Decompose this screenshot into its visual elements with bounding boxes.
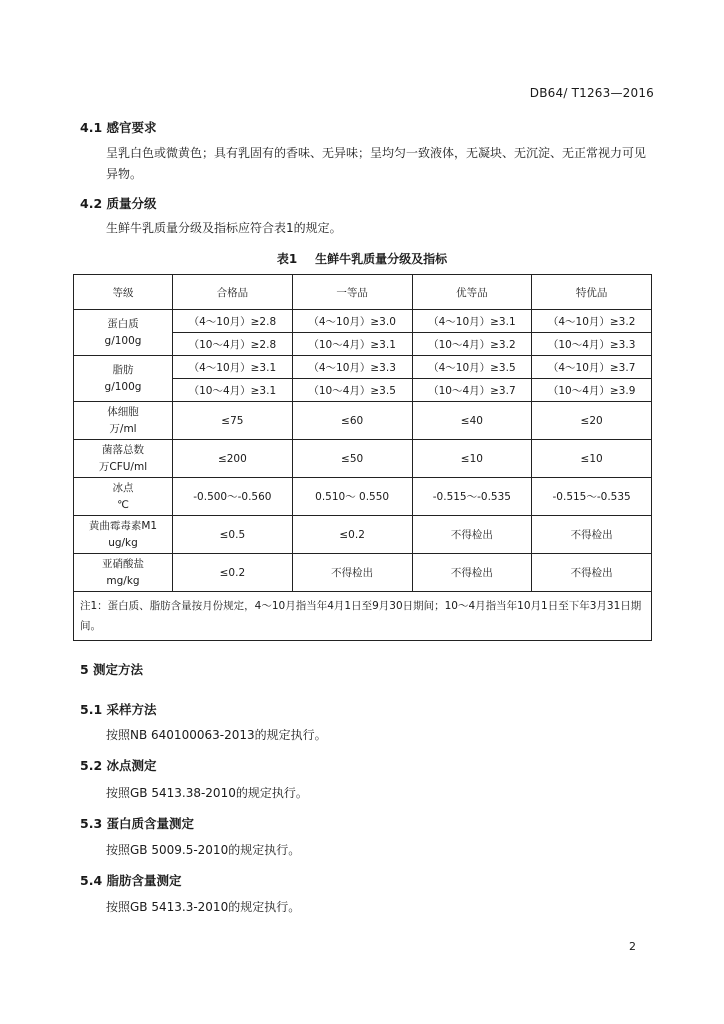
aflatoxin-label-cell xyxy=(74,516,173,554)
section-5-3-text: 按照GB 5009.5-2010的规定执行。 xyxy=(106,843,301,857)
table-caption xyxy=(0,250,724,267)
bacteria-unit: 万CFU/ml xyxy=(98,460,148,473)
header-superior: 优等品 xyxy=(412,275,532,310)
section-5-4-text: 按照GB 5413.3-2010的规定执行。 xyxy=(106,900,301,914)
table-row xyxy=(74,356,652,379)
table-cell: 不得检出 xyxy=(412,516,532,554)
section-4-1-heading: 4.1 感官要求 xyxy=(80,120,157,135)
table-cell: ≤60 xyxy=(292,402,412,440)
table-cell: （10～4月）≥3.5 xyxy=(292,379,412,402)
table-cell: ≤0.5 xyxy=(173,516,293,554)
table-cell: -0.515～-0.535 xyxy=(412,478,532,516)
freezing-label-cell xyxy=(74,478,173,516)
table-cell: ≤20 xyxy=(532,402,652,440)
section-5-4-heading: 5.4 脂肪含量测定 xyxy=(80,873,182,888)
table-row xyxy=(74,516,652,554)
table-cell: ≤0.2 xyxy=(292,516,412,554)
somatic-label: 体细胞 xyxy=(107,405,139,418)
table-cell: ≤75 xyxy=(173,402,293,440)
section-5-1-heading: 5.1 采样方法 xyxy=(80,702,157,717)
table-cell: （10～4月）≥3.2 xyxy=(412,333,532,356)
fat-unit: g/100g xyxy=(104,380,142,393)
page-number: 2 xyxy=(629,940,636,953)
nitrite-label: 亚硝酸盐 xyxy=(102,557,144,570)
aflatoxin-unit: ug/kg xyxy=(108,536,138,549)
header-qualified: 合格品 xyxy=(173,275,293,310)
table-cell: ≤0.2 xyxy=(173,554,293,592)
table-cell: ≤50 xyxy=(292,440,412,478)
protein-unit: g/100g xyxy=(104,334,142,347)
section-4-2-text: 生鲜牛乳质量分级及指标应符合表1的规定。 xyxy=(106,221,342,235)
table-row xyxy=(74,310,652,333)
table-row xyxy=(74,554,652,592)
table-cell: 不得检出 xyxy=(532,554,652,592)
table-header-row xyxy=(74,275,652,310)
header-grade: 等级 xyxy=(74,275,173,310)
table-cell: ≤10 xyxy=(532,440,652,478)
table-cell: （4～10月）≥3.3 xyxy=(292,356,412,379)
table-cell: （4～10月）≥3.5 xyxy=(412,356,532,379)
section-5-3-heading: 5.3 蛋白质含量测定 xyxy=(80,816,194,831)
fat-label: 脂肪 xyxy=(112,363,134,376)
section-5-2-heading: 5.2 冰点测定 xyxy=(80,758,157,773)
table-cell: 不得检出 xyxy=(412,554,532,592)
aflatoxin-label: 黄曲霉毒素M1 xyxy=(88,519,158,532)
freezing-label: 冰点 xyxy=(112,481,134,494)
table-cell: （4～10月）≥3.0 xyxy=(292,310,412,333)
table-cell: （10～4月）≥3.1 xyxy=(173,379,293,402)
table-cell: 不得检出 xyxy=(292,554,412,592)
table-caption-number: 表1 xyxy=(276,252,298,266)
table-cell: （4～10月）≥3.1 xyxy=(412,310,532,333)
table-row xyxy=(74,440,652,478)
protein-label-cell xyxy=(74,310,173,356)
table-cell: （4～10月）≥3.1 xyxy=(173,356,293,379)
table-cell: （10～4月）≥2.8 xyxy=(173,333,293,356)
document-code: DB64/ T1263—2016 xyxy=(529,86,654,100)
section-5-heading: 5 测定方法 xyxy=(80,662,144,677)
table-cell: （4～10月）≥2.8 xyxy=(173,310,293,333)
table-cell: （4～10月）≥3.2 xyxy=(532,310,652,333)
section-5-1-text: 按照NB 640100063-2013的规定执行。 xyxy=(106,728,327,742)
table-cell: -0.515～-0.535 xyxy=(532,478,652,516)
table-cell: ≤40 xyxy=(412,402,532,440)
quality-grade-table xyxy=(73,274,652,641)
nitrite-label-cell xyxy=(74,554,173,592)
somatic-unit: 万/ml xyxy=(109,422,137,435)
header-premium: 特优品 xyxy=(532,275,652,310)
header-first-grade: 一等品 xyxy=(292,275,412,310)
table-row xyxy=(74,402,652,440)
table-note: 注1：蛋白质、脂肪含量按月份规定，4～10月指当年4月1日至9月30日期间；10～4月指当年10月1日至下年3月31日期间。 xyxy=(74,592,652,641)
freezing-unit: ℃ xyxy=(117,498,129,511)
fat-label-cell xyxy=(74,356,173,402)
nitrite-unit: mg/kg xyxy=(106,574,140,587)
section-5-2-text: 按照GB 5413.38-2010的规定执行。 xyxy=(106,786,308,800)
table-caption-title: 生鲜牛乳质量分级及指标 xyxy=(315,252,448,266)
somatic-label-cell xyxy=(74,402,173,440)
table-cell: （10～4月）≥3.9 xyxy=(532,379,652,402)
table-cell: （10～4月）≥3.1 xyxy=(292,333,412,356)
table-note-row xyxy=(74,592,652,641)
table-cell: （10～4月）≥3.7 xyxy=(412,379,532,402)
bacteria-label: 菌落总数 xyxy=(102,443,144,456)
protein-label: 蛋白质 xyxy=(107,317,139,330)
table-row xyxy=(74,478,652,516)
table-cell: ≤200 xyxy=(173,440,293,478)
section-4-2-heading: 4.2 质量分级 xyxy=(80,196,157,211)
table-cell: -0.500～-0.560 xyxy=(173,478,293,516)
section-4-1-text: 呈乳白色或微黄色；具有乳固有的香味、无异味；呈均匀一致液体，无凝块、无沉淀、无正常视力可见异物。 xyxy=(106,146,647,181)
table-cell: （4～10月）≥3.7 xyxy=(532,356,652,379)
table-cell: 0.510～ 0.550 xyxy=(292,478,412,516)
table-cell: 不得检出 xyxy=(532,516,652,554)
table-cell: ≤10 xyxy=(412,440,532,478)
table-cell: （10～4月）≥3.3 xyxy=(532,333,652,356)
bacteria-label-cell xyxy=(74,440,173,478)
